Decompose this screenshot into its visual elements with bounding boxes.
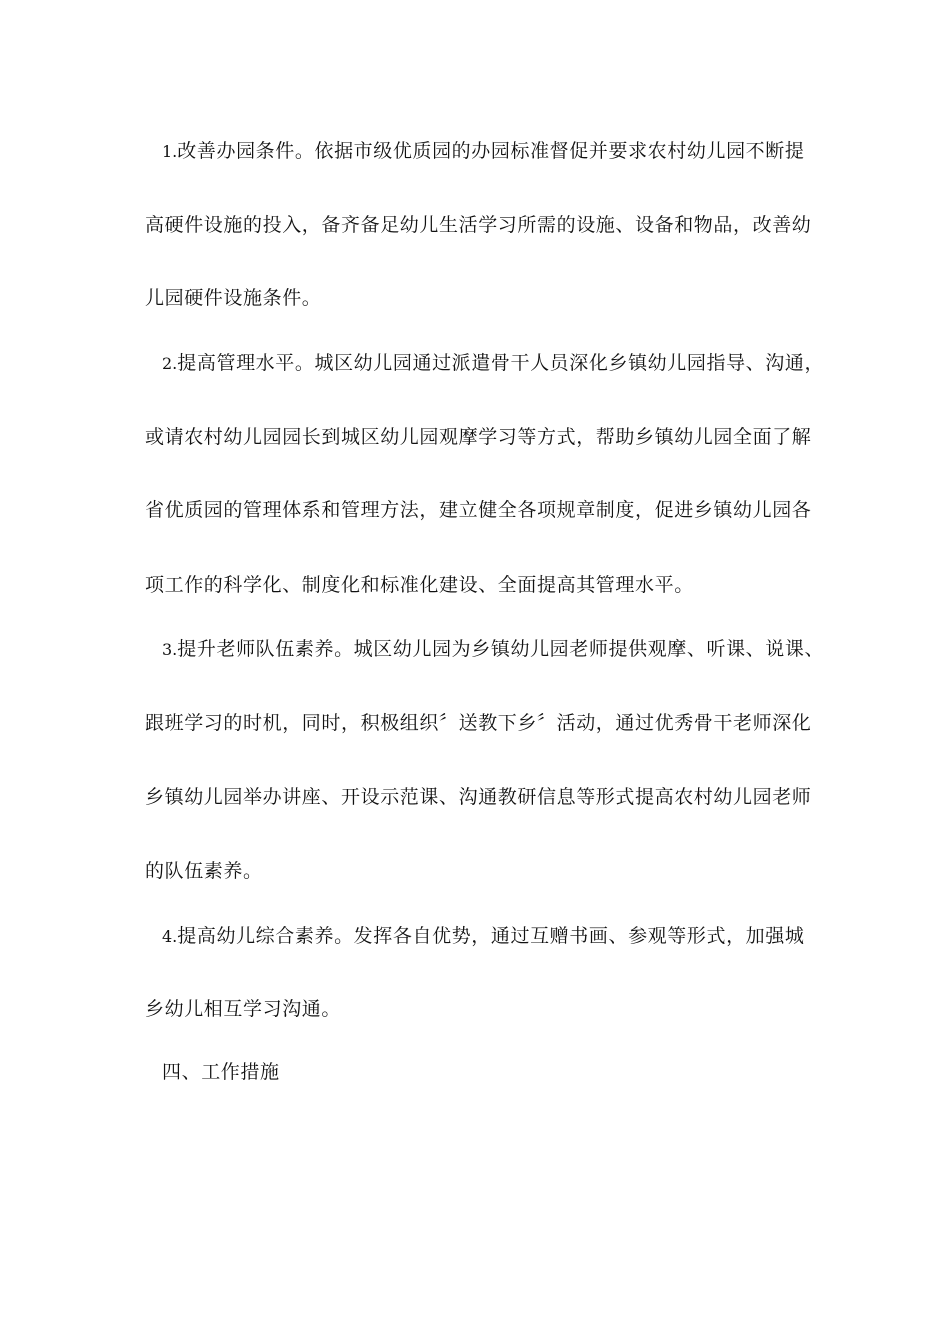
item-number: 1. bbox=[162, 142, 178, 161]
paragraph-3-line-3 bbox=[145, 785, 812, 809]
paragraph-2-line-2 bbox=[145, 425, 812, 449]
line-text: 或请农村幼儿园园长到城区幼儿园观摩学习等方式，帮助乡镇幼儿园全面了解 bbox=[145, 426, 812, 448]
line-text: 省优质园的管理体系和管理方法，建立健全各项规章制度，促进乡镇幼儿园各 bbox=[145, 499, 812, 521]
line-text: 的队伍素养。 bbox=[145, 860, 263, 882]
line-text: 乡镇幼儿园举办讲座、开设示范课、沟通教研信息等形式提高农村幼儿园老师 bbox=[145, 786, 812, 808]
paragraph-2-line-4 bbox=[145, 573, 805, 597]
paragraph-1-line-3 bbox=[145, 286, 805, 310]
paragraph-1-line-1 bbox=[162, 139, 822, 164]
paragraph-4-line-2 bbox=[145, 997, 805, 1021]
paragraph-2-line-3 bbox=[145, 498, 812, 522]
paragraph-3-line-4 bbox=[145, 859, 805, 883]
item-number: 2. bbox=[162, 354, 178, 373]
item-number: 3. bbox=[162, 640, 178, 659]
paragraph-3-line-2 bbox=[145, 711, 812, 735]
paragraph-3-line-1 bbox=[162, 637, 825, 662]
line-text: 提高幼儿综合素养。发挥各自优势，通过互赠书画、参观等形式，加强城 bbox=[177, 925, 805, 947]
line-text: 高硬件设施的投入，备齐备足幼儿生活学习所需的设施、设备和物品，改善幼 bbox=[145, 214, 812, 236]
line-text: 项工作的科学化、制度化和标准化建设、全面提高其管理水平。 bbox=[145, 574, 694, 596]
line-text: 儿园硬件设施条件。 bbox=[145, 287, 322, 309]
line-text: 提高管理水平。城区幼儿园通过派遣骨干人员深化乡镇幼儿园指导、沟通， bbox=[177, 352, 825, 374]
line-text: 跟班学习的时机，同时，积极组织〞送教下乡〞活动，通过优秀骨干老师深化 bbox=[145, 712, 812, 734]
item-number: 4. bbox=[162, 927, 178, 946]
paragraph-4-line-1 bbox=[162, 924, 822, 949]
heading-text: 四、工作措施 bbox=[162, 1061, 280, 1083]
line-text: 提升老师队伍素养。城区幼儿园为乡镇幼儿园老师提供观摩、听课、说课、 bbox=[177, 638, 825, 660]
paragraph-2-line-1 bbox=[162, 351, 825, 376]
section-heading bbox=[162, 1060, 822, 1084]
line-text: 乡幼儿相互学习沟通。 bbox=[145, 998, 342, 1020]
line-text: 改善办园条件。依据市级优质园的办园标准督促并要求农村幼儿园不断提 bbox=[177, 140, 805, 162]
paragraph-1-line-2 bbox=[145, 213, 812, 237]
